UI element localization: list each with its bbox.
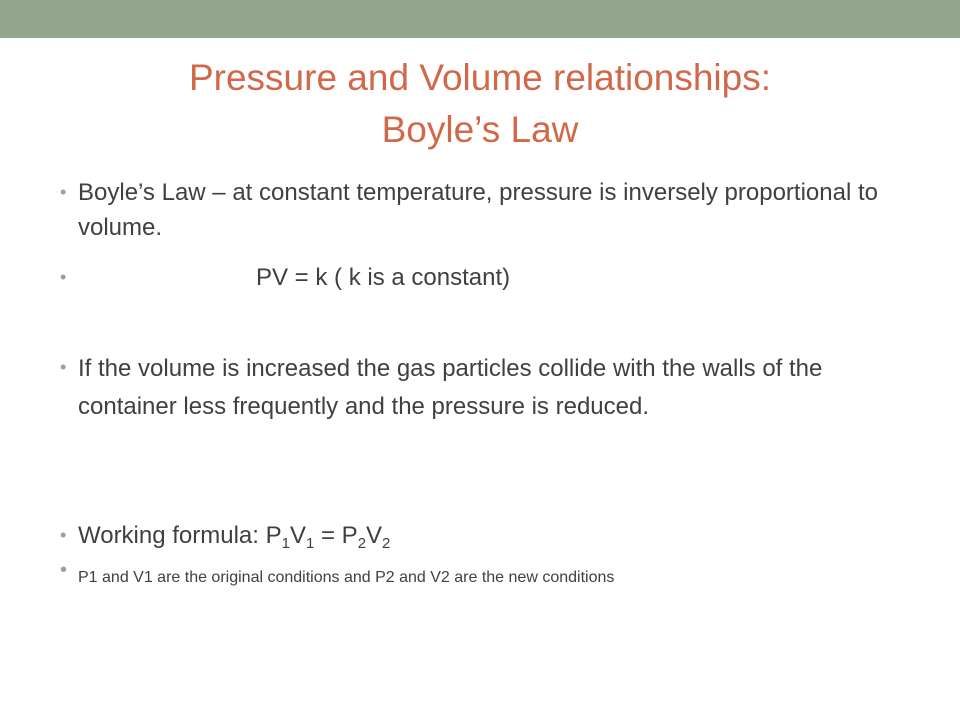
formula-prefix: Working formula: P	[78, 522, 282, 549]
formula-equals-p2: = P	[314, 522, 358, 549]
bullet-text: If the volume is increased the gas particles collide with the walls of the container less frequently and the pressure is reduced.	[78, 355, 823, 420]
p1-subscript: 1	[281, 535, 290, 552]
bullet-icon: •	[60, 182, 67, 202]
bullet-volume-explanation	[60, 350, 880, 426]
bullet-text: P1 and V1 are the original conditions and P2 and V2 are the new conditions	[78, 569, 615, 586]
slide-title	[60, 52, 900, 156]
title-line-1: Pressure and Volume relationships:	[188, 57, 772, 98]
p2-subscript: 2	[357, 535, 367, 552]
bullet-icon: •	[60, 267, 67, 287]
formula-v2: V	[366, 522, 383, 549]
v2-subscript: 2	[382, 535, 391, 552]
formula-v1: V	[289, 522, 306, 549]
bullet-boyles-law-definition	[60, 175, 880, 245]
working-formula	[60, 518, 880, 553]
bullet-pv-equation	[60, 260, 880, 295]
bullet-conditions-note	[60, 559, 880, 589]
top-accent-bar	[0, 0, 960, 38]
bullet-icon: •	[60, 525, 67, 545]
bullet-icon: •	[60, 357, 67, 377]
title-line-2: Boyle’s Law	[381, 109, 579, 150]
bullet-icon: •	[60, 559, 68, 581]
v1-subscript: 1	[305, 535, 315, 552]
bullet-text: Boyle’s Law – at constant temperature, pressure is inversely proportional to volume.	[78, 179, 878, 241]
bullet-text: PV = k ( k is a constant)	[256, 264, 511, 291]
bullet-working-formula	[60, 518, 880, 553]
